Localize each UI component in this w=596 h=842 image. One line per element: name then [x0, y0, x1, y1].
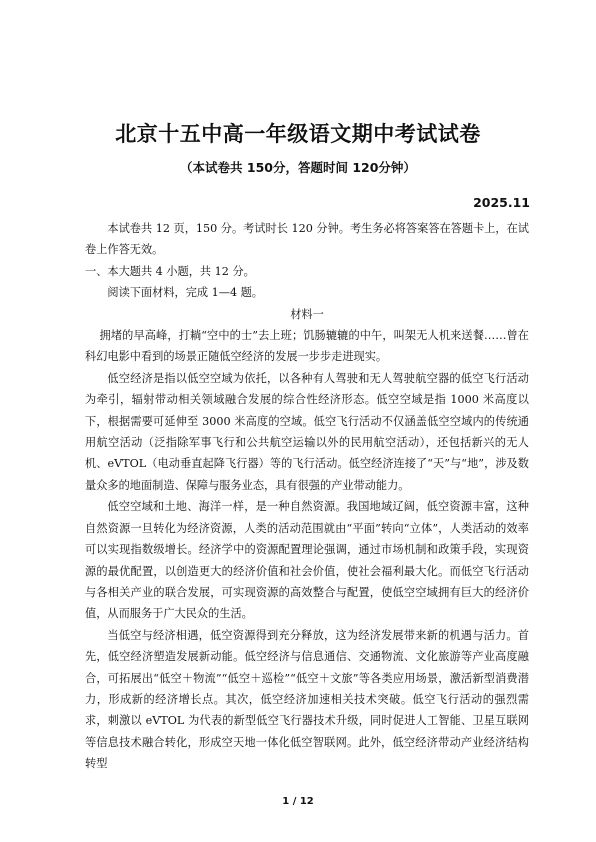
- material-paragraph-2: 低空经济是指以低空空域为依托，以各种有人驾驶和无人驾驶航空器的低空飞行活动为牵引，辐射带动相关领域融合发展的综合性经济形态。低空空域是指 1000 米高度以下，根据需要可延伸至 3000 米高度的空域。低空飞行活动不仅涵盖低空空域内的传统通用航空活动（泛指除军事飞行和公共航空运输以外的民用航空活动），还包括新兴的无人机、eVTOL（电动垂直起降飞行器）等的飞行活动。低空经济连接了“天”与“地”，涉及数量众多的地面制造、保障与服务业态，具有很强的产业带动能力。: [85, 371, 529, 492]
- section-heading: 一、本大题共 4 小题，共 12 分。: [85, 264, 255, 278]
- material-title: 材料一: [290, 307, 324, 321]
- material-paragraph-1: 拥堵的早高峰，打耥“空中的士”去上班；饥肠辘辘的中午，叫架无人机来送餐……曾在科幻电影中看到的场景正随低空经济的发展一步步走进现实。: [85, 329, 529, 364]
- material-paragraph-4: 当低空与经济相遇，低空资源得到充分释放，这为经济发展带来新的机遇与活力。首先，低空经济塑造发展新动能。低空经济与信息通信、交通物流、文化旅游等产业高度融合，可拓展出“低空＋物流”“低空＋巡检”“低空＋文旅”等各类应用场景，激活新型消费潜力，形成新的经济增长点。其次，低空经济加速相关技术突破。低空飞行活动的强烈需求，刺激以 eVTOL 为代表的新型低空飞行器技术升级，同时促进人工智能、卫星互联网等信息技术融合转化，形成空天地一体化低空智联网。此外，低空经济带动产业经济结构转型: [85, 628, 529, 771]
- material-paragraph-3: 低空空域和土地、海洋一样，是一种自然资源。我国地域辽阔，低空资源丰富，这种自然资源一旦转化为经济资源，人类的活动范围就由“平面”转向“立体”，人类活动的效率可以实现指数级增长。经济学中的资源配置理论强调，通过市场机制和政策手段，实现资源的最优配置，以创造更大的经济价值和社会价值，使社会福利最大化。而低空飞行活动与各相关产业的联合发展，可实现资源的高效整合与配置，使低空空域拥有巨大的经济价值，从而服务于广大民众的生活。: [85, 500, 529, 621]
- reading-prompt: 阅读下面材料，完成 1—4 题。: [107, 286, 263, 300]
- instructions-paragraph: 本试卷共 12 页，150 分。考试时长 120 分钟。考生务必将答案答在答题卡上，在试卷上作答无效。: [85, 222, 529, 257]
- exam-subtitle: （本试卷共 150分，答题时间 120分钟）: [180, 160, 416, 175]
- page-number: 1 / 12: [282, 796, 314, 807]
- exam-title: 北京十五中高一年级语文期中考试试卷: [115, 122, 481, 146]
- exam-body: [85, 218, 529, 775]
- exam-date: 2025.11: [473, 195, 530, 210]
